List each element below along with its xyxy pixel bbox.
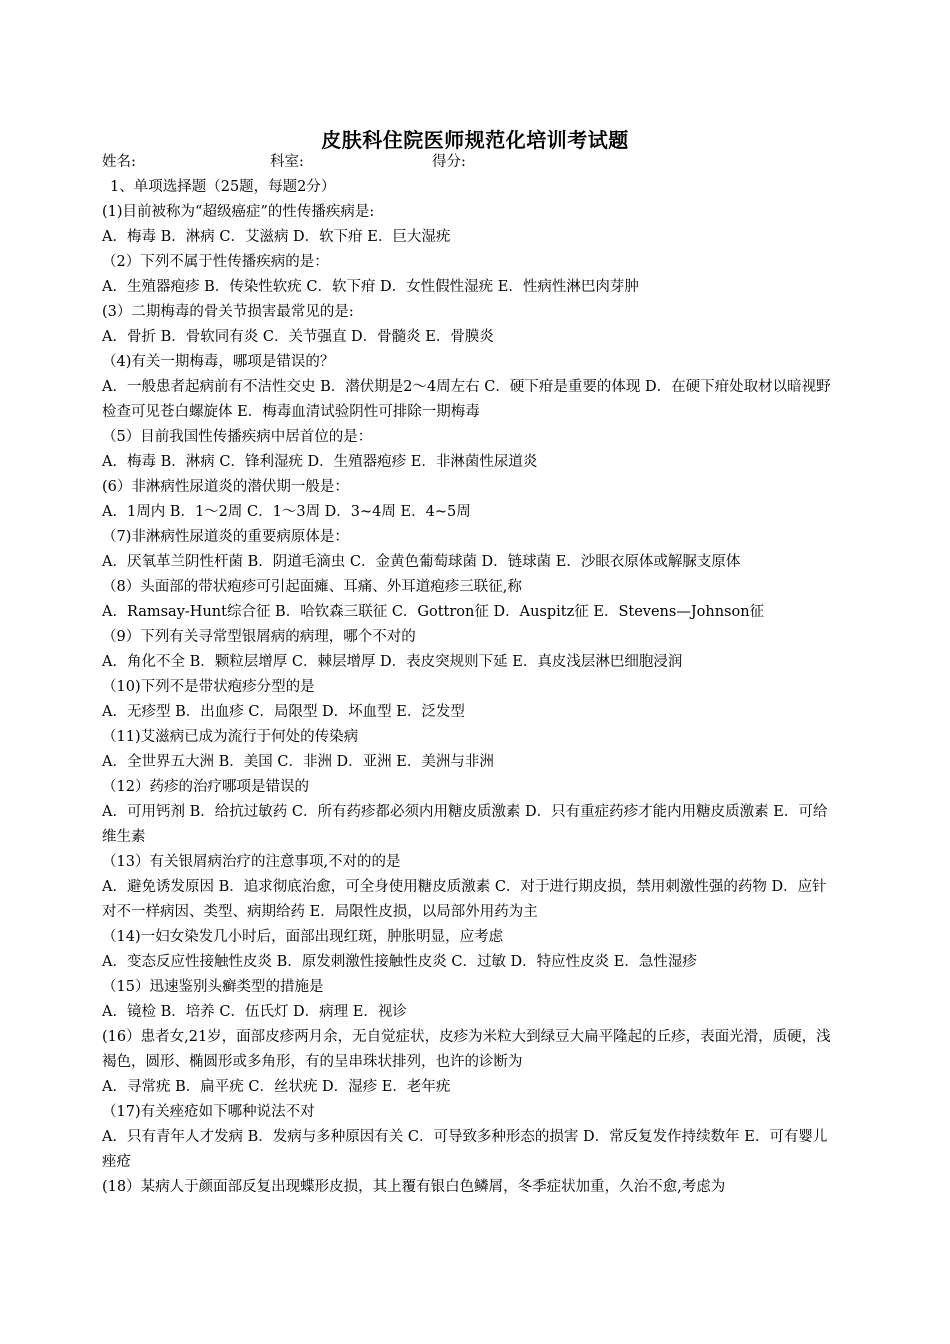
text-line: A．生殖器疱疹 B．传染性软疣 C．软下疳 D．女性假性湿疣 E．性病性淋巴肉芽肿 [102,279,639,295]
text-line: A．梅毒 B．淋病 C．锋利湿疣 D．生殖器疱疹 E．非淋菌性尿道炎 [102,454,538,470]
section-heading: 1、单项选择题（25题，每题2分） [110,179,336,195]
text-line: A．Ramsay-Hunt综合征 B．哈钦森三联征 C．Gottron征 D．Auspitz征 E．Stevens—Johnson征 [102,604,765,620]
text-line: （10)下列不是带状疱疹分型的是 [102,679,315,695]
text-line: （14)一妇女染发几小时后，面部出现红斑，肿胀明显，应考虑 [102,929,504,945]
text-line: （15）迅速鉴别头癣类型的措施是 [102,979,324,995]
text-line: (16）患者女,21岁，面部皮疹两月余，无自觉症状，皮疹为米粒大到绿豆大扁平隆起的丘疹，表面光滑，质硬，浅褐色，圆形、椭圆形或多角形，有的呈串珠状排列，也许的诊断为 [102,1029,831,1070]
text-line: A．骨折 B．骨软同有炎 C．关节强直 D．骨髓炎 E．骨膜炎 [102,329,494,345]
text-line: A．可用钙剂 B．给抗过敏药 C．所有药疹都必须内用糖皮质激素 D．只有重症药疹才能内用糖皮质激素 E．可给维生素 [102,804,828,845]
text-line: A．1周内 B．1～2周 C．1～3周 D．3~4周 E．4~5周 [102,504,471,520]
text-line: (1)目前被称为“超级癌症”的性传播疾病是: [102,204,375,220]
text-line: A．避免诱发原因 B．追求彻底治愈，可全身使用糖皮质激素 C．对于进行期皮损，禁用刺激性强的药物 D．应针对不一样病因、类型、病期给药 E．局限性皮损，以局部外用药为主 [102,879,827,920]
text-line: A．角化不全 B．颗粒层增厚 C．棘层增厚 D．表皮突规则下延 E．真皮浅层淋巴细胞浸润 [102,654,683,670]
text-line: A．全世界五大洲 B．美国 C．非洲 D．亚洲 E．美洲与非洲 [102,754,494,770]
text-line: (18）某病人于颜面部反复出现蝶形皮损，其上覆有银白色鳞屑，冬季症状加重，久治不愈,考虑为 [102,1179,726,1195]
text-line: （12）药疹的治疗哪项是错误的 [102,779,309,795]
text-line: （7)非淋病性尿道炎的重要病原体是： [102,529,349,545]
name-label: 姓名: [102,154,136,170]
text-line: （9）下列有关寻常型银屑病的病理，哪个不对的 [102,629,416,645]
text-line: （13）有关银屑病治疗的注意事项,不对的的是 [102,854,401,870]
text-line: （11)艾滋病已成为流行于何处的传染病 [102,729,359,745]
text-line: A．厌氧革兰阴性杆菌 B．阴道毛滴虫 C．金黄色葡萄球菌 D．链球菌 E．沙眼衣原体或解脲支原体 [102,554,741,570]
text-line: (3）二期梅毒的骨关节损害最常见的是: [102,304,354,320]
header-info [102,150,842,175]
department-label: 科室: [270,154,304,170]
text-line: A．梅毒 B．淋病 C．艾滋病 D．软下疳 E．巨大湿疣 [102,229,451,245]
text-line: A．寻常疣 B．扁平疣 C．丝状疣 D．湿疹 E．老年疣 [102,1079,451,1095]
text-line: A．只有青年人才发病 B．发病与多种原因有关 C．可导致多种形态的损害 D．常反复发作持续数年 E．可有婴儿痤疮 [102,1129,828,1170]
text-line: （5）目前我国性传播疾病中居首位的是： [102,429,373,445]
score-label: 得分: [432,154,466,170]
exam-title: 皮肤科住院医师规范化培训考试题 [321,128,629,152]
text-line: （4)有关一期梅毒，哪项是错误的？ [102,354,335,370]
text-line: （17)有关痤疮如下哪种说法不对 [102,1104,315,1120]
text-line: A．变态反应性接触性皮炎 B．原发刺激性接触性皮炎 C．过敏 D．特应性皮炎 E．急性湿疹 [102,954,697,970]
text-line: （2）下列不属于性传播疾病的是： [102,254,329,270]
text-line: （8）头面部的带状疱疹可引起面瘫、耳痛、外耳道疱疹三联征,称 [102,579,522,595]
text-line: (6）非淋病性尿道炎的潜伏期一般是： [102,479,349,495]
text-line: A．一般患者起病前有不洁性交史 B．潜伏期是2～4周左右 C．硬下疳是重要的体现 D．在硬下疳处取材以暗视野检查可见苍白螺旋体 E．梅毒血清试验阴性可排除一期梅毒 [102,379,831,420]
exam-content [102,175,840,1200]
text-line: A．无疹型 B．出血疹 C．局限型 D．坏血型 E．泛发型 [102,704,465,720]
text-line: A．镜检 B．培养 C．伍氏灯 D．病理 E．视诊 [102,1004,407,1020]
